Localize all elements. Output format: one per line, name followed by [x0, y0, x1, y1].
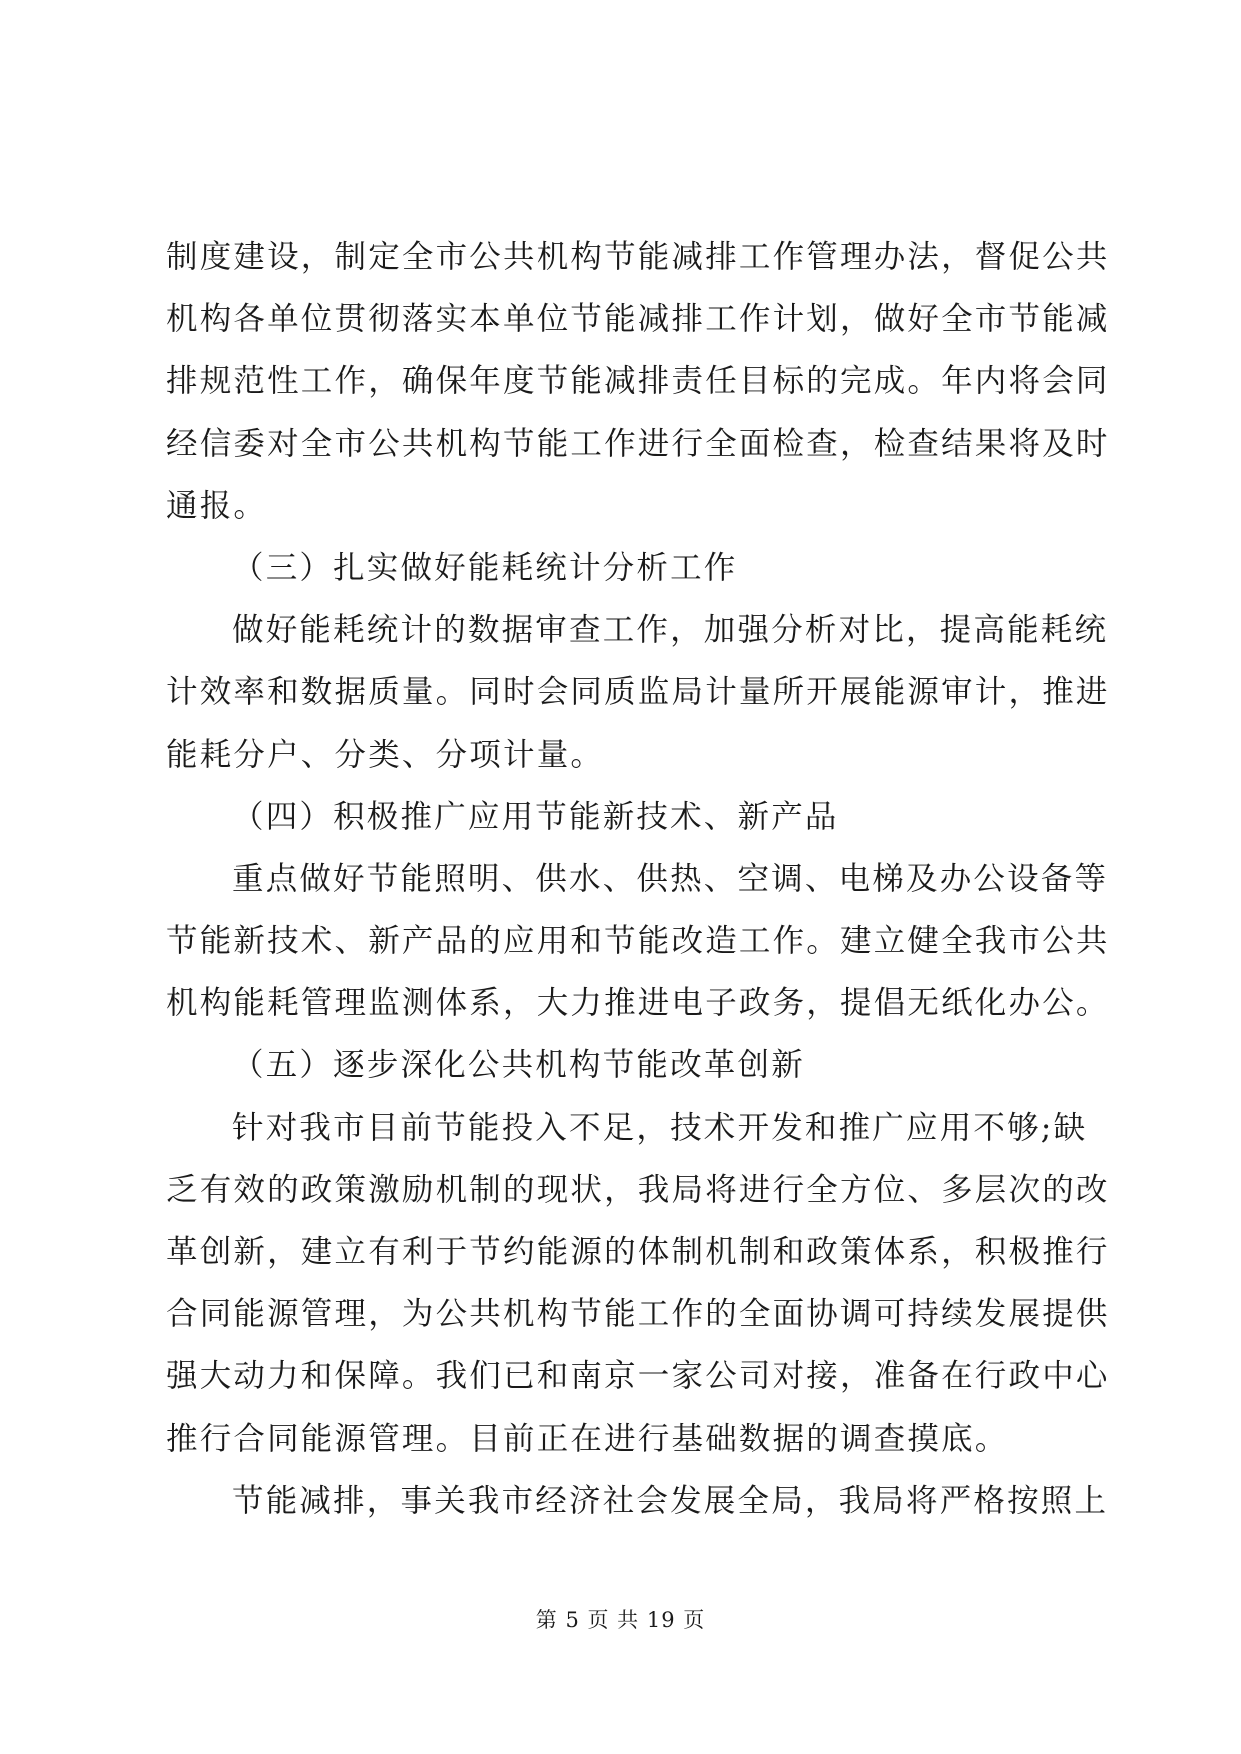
text-line: 革创新，建立有利于节约能源的体制机制和政策体系，积极推行	[166, 1234, 1110, 1270]
page-number-footer: 第 5 页 共 19 页	[535, 1608, 706, 1632]
paragraph-first-line: 重点做好节能照明、供水、供热、空调、电梯及办公设备等	[232, 860, 1109, 897]
section-heading: （三）扎实做好能耗统计分析工作	[232, 549, 738, 586]
text-line: 排规范性工作，确保年度节能减排责任目标的完成。年内将会同	[166, 363, 1110, 400]
document-body	[166, 226, 1110, 1532]
text-line: 能耗分户、分类、分项计量。	[166, 736, 605, 773]
text-line: 合同能源管理，为公共机构节能工作的全面协调可持续发展提供	[166, 1296, 1110, 1333]
text-line: 制度建设，制定全市公共机构节能减排工作管理办法，督促公共	[166, 239, 1110, 275]
text-line: 机构能耗管理监测体系，大力推进电子政务，提倡无纸化办公。	[166, 985, 1110, 1022]
section-heading: （四）积极推广应用节能新技术、新产品	[232, 798, 839, 835]
text-line: 推行合同能源管理。目前正在进行基础数据的调查摸底。	[166, 1420, 1009, 1457]
text-line: 强大动力和保障。我们已和南京一家公司对接，准备在行政中心	[166, 1358, 1110, 1395]
paragraph-first-line: 节能减排，事关我市经济社会发展全局，我局将严格按照上	[232, 1482, 1109, 1519]
paragraph-first-line: 做好能耗统计的数据审查工作，加强分析对比，提高能耗统	[232, 612, 1109, 649]
text-line: 乏有效的政策激励机制的现状，我局将进行全方位、多层次的改	[166, 1171, 1110, 1208]
paragraph-first-line: 针对我市目前节能投入不足，技术开发和推广应用不够;缺	[232, 1109, 1088, 1146]
text-line: 机构各单位贯彻落实本单位节能减排工作计划，做好全市节能减	[166, 301, 1110, 338]
text-line: 经信委对全市公共机构节能工作进行全面检查，检查结果将及时	[166, 425, 1110, 462]
text-line: 节能新技术、新产品的应用和节能改造工作。建立健全我市公共	[166, 923, 1110, 960]
text-line: 计效率和数据质量。同时会同质监局计量所开展能源审计，推进	[166, 674, 1110, 711]
text-line: 通报。	[166, 487, 268, 524]
section-heading: （五）逐步深化公共机构节能改革创新	[232, 1047, 805, 1084]
